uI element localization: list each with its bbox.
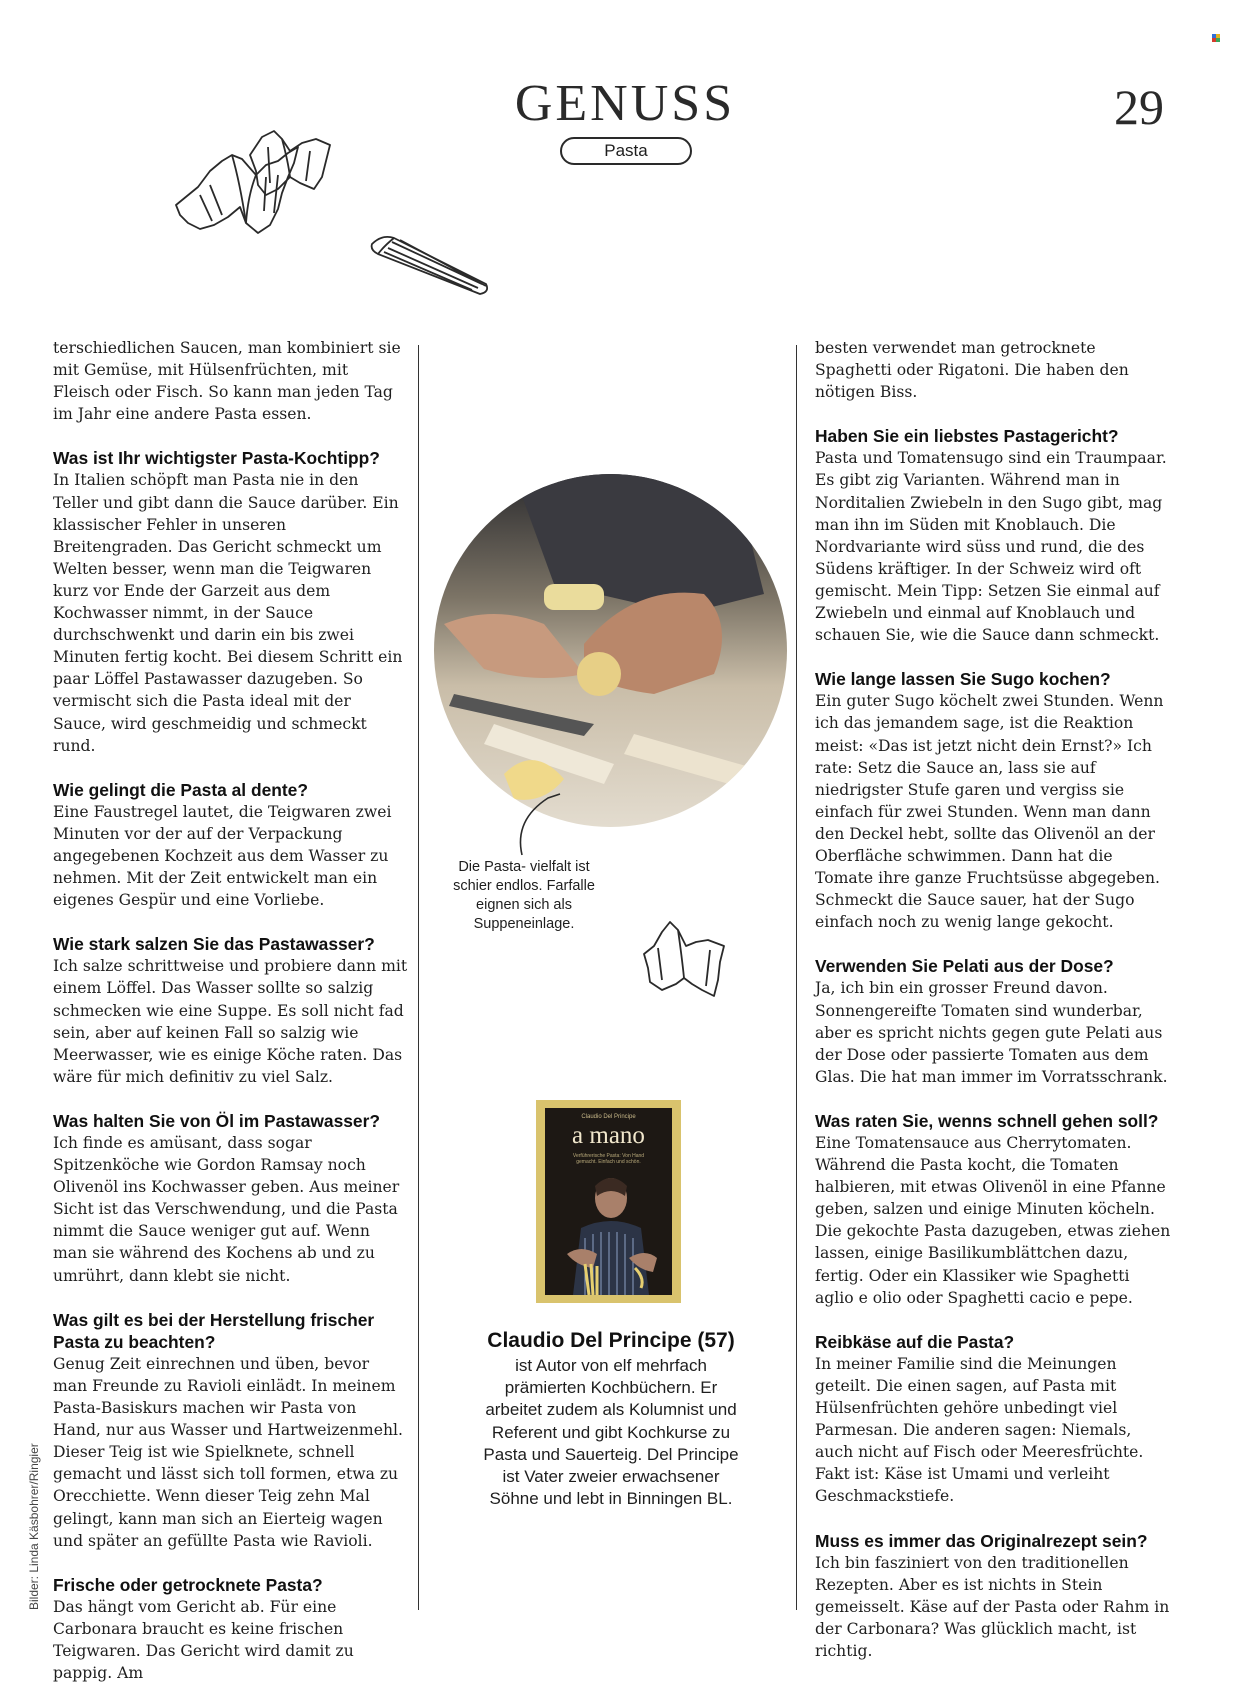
- caption-pointer-icon: [508, 790, 568, 860]
- qa-block: [815, 1331, 1173, 1508]
- section-tag: Pasta: [560, 137, 692, 165]
- answer-text: In meiner Familie sind die Meinungen geteilt. Die einen sagen, auf Pasta mit Hülsenfrüchten gehöre unbedingt viel Parmesan. Die anderen sagen: Niemals, auch nicht auf Fisch oder Meeresfrüchte. Fakt ist: Käse ist Umami und verleiht Geschmackstiefe.: [815, 1354, 1144, 1506]
- answer-text: Ich bin fasziniert von den traditionellen Rezepten. Aber es ist nichts in Stein gemeisselt. Käse auf der Pasta oder Rahm in der Carbonara? Was glücklich macht, ist richtig.: [815, 1553, 1170, 1660]
- answer-text: Ich finde es amüsant, dass sogar Spitzenköche wie Gordon Ramsay noch Olivenöl ins Kochwasser geben. Aus meiner Sicht ist das Verschwendung, und die Pasta nimmt die Sauce weniger gut auf. Wenn man sie während des Kochens ab und zu umrührt, dann klebt sie nicht.: [53, 1134, 400, 1285]
- section-title: GENUSS: [514, 75, 736, 132]
- qa-block: [53, 1110, 408, 1287]
- answer-text: besten verwendet man getrocknete Spaghetti oder Rigatoni. Die haben den nötigen Biss.: [815, 339, 1129, 402]
- qa-block: [815, 425, 1173, 646]
- penne-doodle-icon: [368, 232, 493, 297]
- question-heading: Reibkäse auf die Pasta?: [815, 1331, 1015, 1352]
- qa-block: [815, 668, 1173, 933]
- question-heading: Muss es immer das Originalrezept sein?: [815, 1530, 1148, 1551]
- qa-block: [53, 337, 408, 425]
- chef-portrait: [545, 1168, 672, 1295]
- column-divider: [796, 345, 797, 1610]
- farfalle-doodle-icon: [170, 125, 335, 240]
- left-text-column: [53, 337, 408, 1706]
- question-heading: Wie gelingt die Pasta al dente?: [53, 779, 308, 800]
- right-text-column: [815, 337, 1173, 1684]
- book-subtitle: Verführerische Pasta: Von Hand gemacht. Einfach und schön.: [572, 1153, 645, 1165]
- answer-text: In Italien schöpft man Pasta nie in den Teller und gibt dann die Sauce darüber. Ein klassischer Fehler in unseren Breitengraden. Das Gericht schmeckt um Welten besser, wenn man die Teigwaren kurz vor Ende der Garzeit aus dem Kochwasser nimmt, in der Sauce durchschwenkt und darin ein bis zwei Minuten fertig kocht. Bei diesem Schritt ein paar Löffel Pastawasser dazugeben. So vermischt sich die Pasta ideal mit der Sauce, wird geschmeidig und schmeckt rund.: [53, 471, 403, 755]
- qa-block: [815, 1110, 1173, 1309]
- answer-text: Pasta und Tomatensugo sind ein Traumpaar. Es gibt zig Varianten. Während man in Norditalien Zwiebeln in den Sugo gibt, mag man ihn im Süden mit Knoblauch. Die Nordvariante wird süss und rund, die des Südens kräftiger. In der Schweiz wird oft gemischt. Mein Tipp: Setzen Sie einmal auf Zwiebeln und einmal auf Knoblauch und schauen Sie, wie die Sauce dann schmeckt.: [815, 449, 1167, 645]
- question-heading: Wie lange lassen Sie Sugo kochen?: [815, 669, 1111, 690]
- question-heading: Was halten Sie von Öl im Pastawasser?: [53, 1110, 380, 1131]
- qa-block: [815, 337, 1173, 403]
- question-heading: Verwenden Sie Pelati aus der Dose?: [815, 956, 1114, 977]
- print-mark-icon: [1212, 34, 1220, 42]
- qa-block: [53, 1309, 408, 1552]
- question-heading: Was raten Sie, wenns schnell gehen soll?: [815, 1110, 1159, 1131]
- photo-credit: Bilder: Linda Käsbohrer/Ringier: [27, 1443, 41, 1610]
- book-title: a mano: [572, 1122, 645, 1149]
- author-bio: ist Autor von elf mehrfach prämierten Kochbüchern. Er arbeitet zudem als Kolumnist und Referent und gibt Kochkurse zu Pasta und Sauerteig. Del Principe ist Vater zweier erwachsener Söhne und lebt in Binningen BL.: [483, 1356, 739, 1509]
- answer-text: Eine Tomatensauce aus Cherrytomaten. Während die Pasta kocht, die Tomaten halbieren, mit etwas Olivenöl in eine Pfanne geben, salzen und einige Minuten köcheln. Die gekochte Pasta dazugeben, etwas ziehen lassen, einige Basilikumblättchen dazu, fertig. Oder ein Klassiker wie Spaghetti aglio e olio oder Spaghetti cacio e pepe.: [815, 1134, 1171, 1307]
- author-name: Claudio Del Principe (57): [487, 1329, 735, 1352]
- pasta-photo: [434, 474, 787, 827]
- question-heading: Frische oder getrocknete Pasta?: [53, 1574, 323, 1595]
- question-heading: Was ist Ihr wichtigster Pasta-Kochtipp?: [53, 448, 380, 469]
- qa-block: [815, 955, 1173, 1088]
- farfalle-small-doodle-icon: [640, 918, 730, 1003]
- question-heading: Haben Sie ein liebstes Pastagericht?: [815, 426, 1119, 447]
- column-divider: [418, 345, 419, 1610]
- qa-block: [53, 1574, 408, 1684]
- question-heading: Wie stark salzen Sie das Pastawasser?: [53, 934, 375, 955]
- answer-text: Ich salze schrittweise und probiere dann mit einem Löffel. Das Wasser sollte so salzig schmecken wie eine Suppe. Es soll nicht fad sein, aber auf keinen Fall so salzig wie Meerwasser, wie es einige Köche raten. Das wäre für mich definitiv zu viel Salz.: [53, 957, 408, 1086]
- answer-text: Ja, ich bin ein grosser Freund davon. Sonnengereifte Tomaten sind wunderbar, aber es spricht nichts gegen gute Pelati aus der Dose oder passierte Tomaten aus dem Glas. Die hat man immer im Vorratsschrank.: [815, 979, 1168, 1086]
- answer-text: Ein guter Sugo köchelt zwei Stunden. Wenn ich das jemandem sage, ist die Reaktion meist: «Das ist jetzt nicht dein Ernst?» Ich rate: Setz die Sauce an, lass sie auf niedrigster Stufe garen und vergiss sie einfach für zwei Stunden. Wenn man dann den Deckel hebt, sollte das Olivenöl an der Oberfläche schwimmen. Dann hat die Tomate ihre ganze Fruchtsüsse abgegeben. Schmeckt die Sauce sauer, hat der Sugo einfach noch zu wenig lange gekocht.: [815, 692, 1164, 932]
- qa-block: [815, 1530, 1173, 1663]
- question-heading: Was gilt es bei der Herstellung frischer Pasta zu beachten?: [53, 1309, 375, 1352]
- book-cover: [536, 1100, 681, 1303]
- qa-block: [53, 779, 408, 912]
- answer-text: Das hängt vom Gericht ab. Für eine Carbonara braucht es keine frischen Teigwaren. Das Gericht wird damit zu pappig. Am: [53, 1597, 354, 1683]
- answer-text: terschiedlichen Saucen, man kombiniert sie mit Gemüse, mit Hülsenfrüchten, mit Fleisch oder Fisch. So kann man jeden Tag im Jahr eine andere Pasta essen.: [53, 339, 401, 424]
- answer-text: Eine Faustregel lautet, die Teigwaren zwei Minuten vor der auf der Verpackung angegebenen Kochzeit aus dem Wasser zu nehmen. Mit der Zeit entwickelt man ein eigenes Gespür und eine Vorliebe.: [53, 802, 392, 910]
- answer-text: Genug Zeit einrechnen und üben, bevor man Freunde zu Ravioli einlädt. In meinem Pasta-Basiskurs machen wir Pasta von Hand, nur aus Wasser und Hartweizenmehl. Dieser Teig ist wie Spielknete, schnell gemacht und lässt sich toll formen, etwa zu Orecchiette. Wenn dieser Teig zehn Mal gelingt, kann man sich an Eierteig wagen und später an gefüllte Pasta wie Ravioli.: [53, 1354, 403, 1550]
- qa-block: [53, 447, 408, 756]
- book-author: Claudio Del Principe: [581, 1114, 636, 1120]
- qa-block: [53, 933, 408, 1088]
- page-number: 29: [1114, 79, 1164, 135]
- photo-caption: Die Pasta- vielfalt ist schier endlos. Farfalle eignen sich als Suppeneinlage.: [453, 859, 595, 932]
